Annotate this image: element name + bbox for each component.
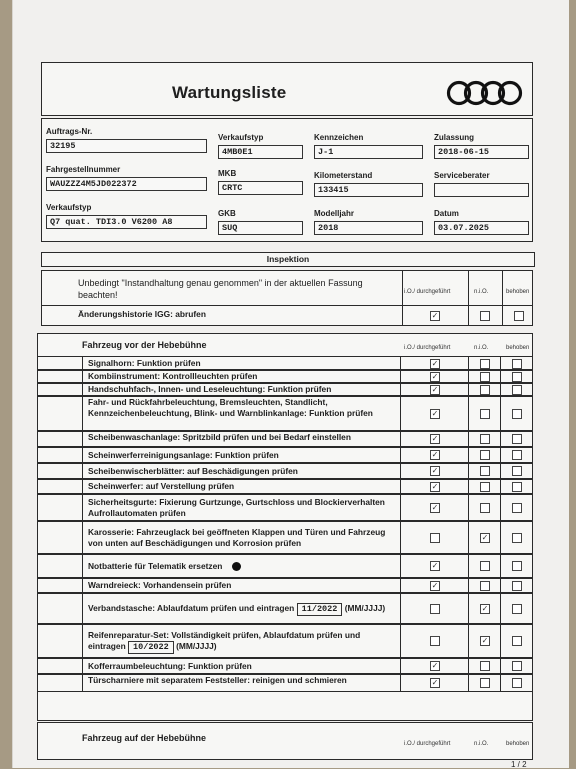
checklist-row [38,592,532,625]
row-label: Änderungshistorie IGG: abrufen [78,309,206,319]
row-label [88,497,394,519]
mkb-field: CRTC [218,181,303,195]
row-label [88,603,394,616]
checkbox-io[interactable] [430,604,440,614]
km-field: 133415 [314,183,423,197]
page-title: Wartungsliste [172,83,287,102]
auftrags-nr-field: 32195 [46,139,207,153]
checkbox-behoben[interactable] [512,561,522,571]
checkbox-nio[interactable] [480,678,490,688]
page-number: 1 / 2 [511,760,527,769]
row-label [88,371,394,382]
checkbox-nio[interactable] [480,661,490,671]
checkbox-behoben[interactable] [512,661,522,671]
checkbox-io[interactable] [430,636,440,646]
checkbox-behoben[interactable] [512,434,522,444]
row-label [88,358,394,369]
row-label-text: Signalhorn: Funktion prüfen [88,358,201,368]
date-format-hint: (MM/JJJJ) [176,641,217,651]
col-behoben-header: behoben [506,289,530,295]
checkbox-io[interactable] [430,533,440,543]
column-divider [500,396,501,431]
row-label [88,450,394,461]
column-divider [500,494,501,521]
column-divider [400,396,401,431]
checklist-row [38,553,532,579]
column-divider [82,494,83,521]
column-divider [400,431,401,447]
fahrgestell-field: WAUZZZ4M5JD022372 [46,177,207,191]
zulassung-label: Zulassung [434,133,475,142]
col-nio-header: n.i.O. [474,345,489,351]
column-divider [400,463,401,479]
column-divider [468,658,469,674]
column-divider [500,463,501,479]
column-divider [82,674,83,691]
checkbox-io[interactable]: ✓ [431,661,439,670]
checkbox-behoben[interactable] [512,636,522,646]
checkbox-nio[interactable] [480,482,490,492]
column-divider [82,447,83,463]
section2-header: Fahrzeug vor der Hebebühne [82,340,207,350]
auftrags-nr-label: Auftrags-Nr. [46,127,93,136]
column-divider [82,593,83,624]
gkb-label: GKB [218,209,236,218]
column-divider [400,674,401,691]
row-label-text: Warndreieck: Vorhandensein prüfen [88,580,232,590]
checkbox-nio[interactable] [480,434,490,444]
column-divider [468,593,469,624]
date-format-hint: (MM/JJJJ) [344,603,386,613]
column-divider [400,447,401,463]
modelljahr-label: Modelljahr [314,209,355,218]
column-divider [500,431,501,447]
verkaufstyp-field: 4MB0E1 [218,145,303,159]
datum-label: Datum [434,209,459,218]
column-divider [400,494,401,521]
column-divider [468,674,469,691]
column-divider [82,479,83,494]
col-behoben-header: behoben [506,345,530,351]
row-label-text: Scheinwerferreinigungsanlage: Funktion prüfen [88,449,279,460]
row-label [88,397,394,419]
modelljahr-field: 2018 [314,221,423,235]
checkbox-nio[interactable] [480,561,490,571]
title-box [41,62,533,116]
checkbox-nio[interactable] [480,385,490,395]
column-divider [400,479,401,494]
km-label: Kilometerstand [314,171,373,180]
column-divider [82,431,83,447]
row-label-text: Scheibenwaschanlage: Spritzbild prüfen und bei Bedarf einstellen [88,432,351,442]
column-divider [500,447,501,463]
row-label [88,675,394,686]
column-divider [500,554,501,578]
inspection-table [41,270,533,326]
checkbox-io[interactable]: ✓ [431,450,439,459]
row-label-text: Fahr- und Rückfahrbeleuchtung, Bremsleuchten, Standlicht, Kennzeichenbeleuchtung, Blink- und Warnblinkanlage: Funktion prüfen [88,397,373,418]
checkbox-io[interactable]: ✓ [431,503,439,512]
column-divider [500,593,501,624]
serviceberater-label: Serviceberater [434,171,490,180]
column-divider [468,479,469,494]
row-label [88,481,394,492]
checklist-row [38,493,532,522]
row-label-text: Karosserie: Fahrzeuglack bei geöffneten Klappen und Türen und Fahrzeug von unten auf Beschädigungen und Korrosion prüfen [88,526,386,548]
checklist-row [38,673,532,692]
row-label-text: Kombiinstrument: Kontrollleuchten prüfen [88,371,258,381]
row-label-text: Verbandstasche: Ablaufdatum prüfen und eintragen [88,603,295,613]
checkbox-behoben[interactable] [512,359,522,369]
checkbox-io[interactable]: ✓ [431,678,439,687]
checkbox-nio[interactable] [480,311,490,321]
checkbox-behoben[interactable] [512,466,522,476]
column-divider [82,463,83,479]
date-entry-field[interactable]: 11/2022 [297,603,343,616]
checkbox-io[interactable]: ✓ [431,581,439,590]
column-divider [82,396,83,431]
column-divider [82,578,83,593]
column-divider [468,463,469,479]
checkbox-io[interactable]: ✓ [431,409,439,418]
column-divider [500,674,501,691]
checkbox-behoben[interactable] [512,482,522,492]
row-label [88,384,394,395]
serviceberater-field [434,183,529,197]
column-divider [468,396,469,431]
checkbox-behoben[interactable] [512,450,522,460]
column-divider [400,521,401,554]
col-io-header: i.O./ durchgeführt [404,289,451,295]
checkbox-nio[interactable] [480,372,490,382]
row-label-text: Handschuhfach-, Innen- und Leseleuchtung: Funktion prüfen [88,384,332,394]
column-divider [500,479,501,494]
column-divider [468,578,469,593]
verkaufstyp-label: Verkaufstyp [218,133,264,142]
checkbox-nio[interactable]: ✓ [481,533,489,542]
column-divider [400,578,401,593]
row-label-text: Reifenreparatur-Set: Vollständigkeit prüfen, Ablaufdatum prüfen und eintragen [88,630,361,651]
column-divider [402,271,403,325]
vehicle-lift-table [37,722,533,760]
column-divider [500,578,501,593]
vehicle-info-box [41,118,533,242]
checkbox-io[interactable]: ✓ [431,466,439,475]
inspection-note: Unbedingt "Instandhaltung genau genommen" in der aktuellen Fassung beachten! [78,278,363,300]
checkbox-behoben[interactable] [512,409,522,419]
zulassung-field: 2018-06-15 [434,145,529,159]
column-divider [82,554,83,578]
vehicle-front-table [37,333,533,721]
verkaufstyp2-field: Q7 quat. TDI3.0 V6200 A8 [46,215,207,229]
row-label-text: Türscharniere mit separatem Feststeller: reinigen und schmieren [88,675,347,685]
checklist-row [38,395,532,432]
checkbox-behoben[interactable] [512,372,522,382]
checkbox-nio[interactable] [480,409,490,419]
col-io-header: i.O./ durchgeführt [404,345,451,351]
column-divider [400,624,401,658]
checkbox-behoben[interactable] [512,581,522,591]
row-label-text: Scheibenwischerblätter: auf Beschädigungen prüfen [88,465,298,476]
checkbox-nio[interactable] [480,503,490,513]
checkbox-io[interactable]: ✓ [431,482,439,491]
row-label [88,466,394,477]
inspection-header: Inspektion [41,252,535,267]
row-label-text: Scheinwerfer: auf Verstellung prüfen [88,481,235,491]
column-divider [82,521,83,554]
checklist-row [38,623,532,659]
checkbox-nio[interactable] [480,450,490,460]
row-label [88,661,394,672]
column-divider [500,521,501,554]
column-divider [502,271,503,325]
column-divider [468,447,469,463]
row-label [88,432,394,443]
column-divider [500,658,501,674]
fahrgestell-label: Fahrgestellnummer [46,165,121,174]
kennzeichen-label: Kennzeichen [314,133,364,142]
column-divider [468,431,469,447]
checkbox-behoben[interactable] [512,678,522,688]
row-label-text: Kofferraumbeleuchtung: Funktion prüfen [88,660,252,671]
kennzeichen-field: J-1 [314,145,423,159]
date-entry-field[interactable]: 10/2022 [128,641,174,654]
checkbox-nio[interactable]: ✓ [481,636,489,645]
column-divider [500,624,501,658]
checkbox-behoben[interactable] [512,385,522,395]
four-rings-logo [446,79,526,107]
column-divider [400,554,401,578]
gkb-field: SUQ [218,221,303,235]
checkbox-behoben[interactable] [514,311,524,321]
checkbox-nio[interactable] [480,466,490,476]
document-sheet [12,0,569,768]
row-divider [42,305,532,306]
section3-header: Fahrzeug auf der Hebebühne [82,733,207,743]
datum-field: 03.07.2025 [434,221,529,235]
checkbox-io[interactable]: ✓ [431,372,439,381]
row-label-text: Sicherheitsgurte: Fixierung Gurtzunge, Gurtschloss und Blockierverhalten Aufrollautomaten prüfen [88,496,385,518]
checkbox-io[interactable]: ✓ [431,359,439,368]
checklist-row [38,520,532,555]
column-divider [468,494,469,521]
checkbox-nio[interactable]: ✓ [481,604,489,613]
row-label [88,561,394,572]
checkbox-io[interactable]: ✓ [431,385,439,394]
verkaufstyp2-label: Verkaufstyp [46,203,92,212]
row-label [88,580,394,591]
checkbox-behoben[interactable] [512,533,522,543]
column-divider [468,624,469,658]
checkbox-behoben[interactable] [512,503,522,513]
ink-dot-mark [232,562,241,571]
col-nio-header: n.i.O. [474,289,489,295]
column-divider [468,271,469,325]
checkbox-behoben[interactable] [512,604,522,614]
col-behoben-header: behoben [506,741,530,747]
checkbox-nio[interactable] [480,359,490,369]
col-io-header: i.O./ durchgeführt [404,741,451,747]
row-label [88,630,394,654]
checkbox-io[interactable]: ✓ [431,311,439,320]
col-nio-header: n.i.O. [474,741,489,747]
column-divider [400,658,401,674]
checkbox-io[interactable]: ✓ [431,434,439,443]
row-label [88,527,394,549]
column-divider [82,624,83,658]
row-label-text: Notbatterie für Telematik ersetzen [88,560,223,571]
column-divider [468,554,469,578]
mkb-label: MKB [218,169,237,178]
checkbox-io[interactable]: ✓ [431,561,439,570]
column-divider [400,593,401,624]
column-divider [82,658,83,674]
checkbox-nio[interactable] [480,581,490,591]
column-divider [468,521,469,554]
